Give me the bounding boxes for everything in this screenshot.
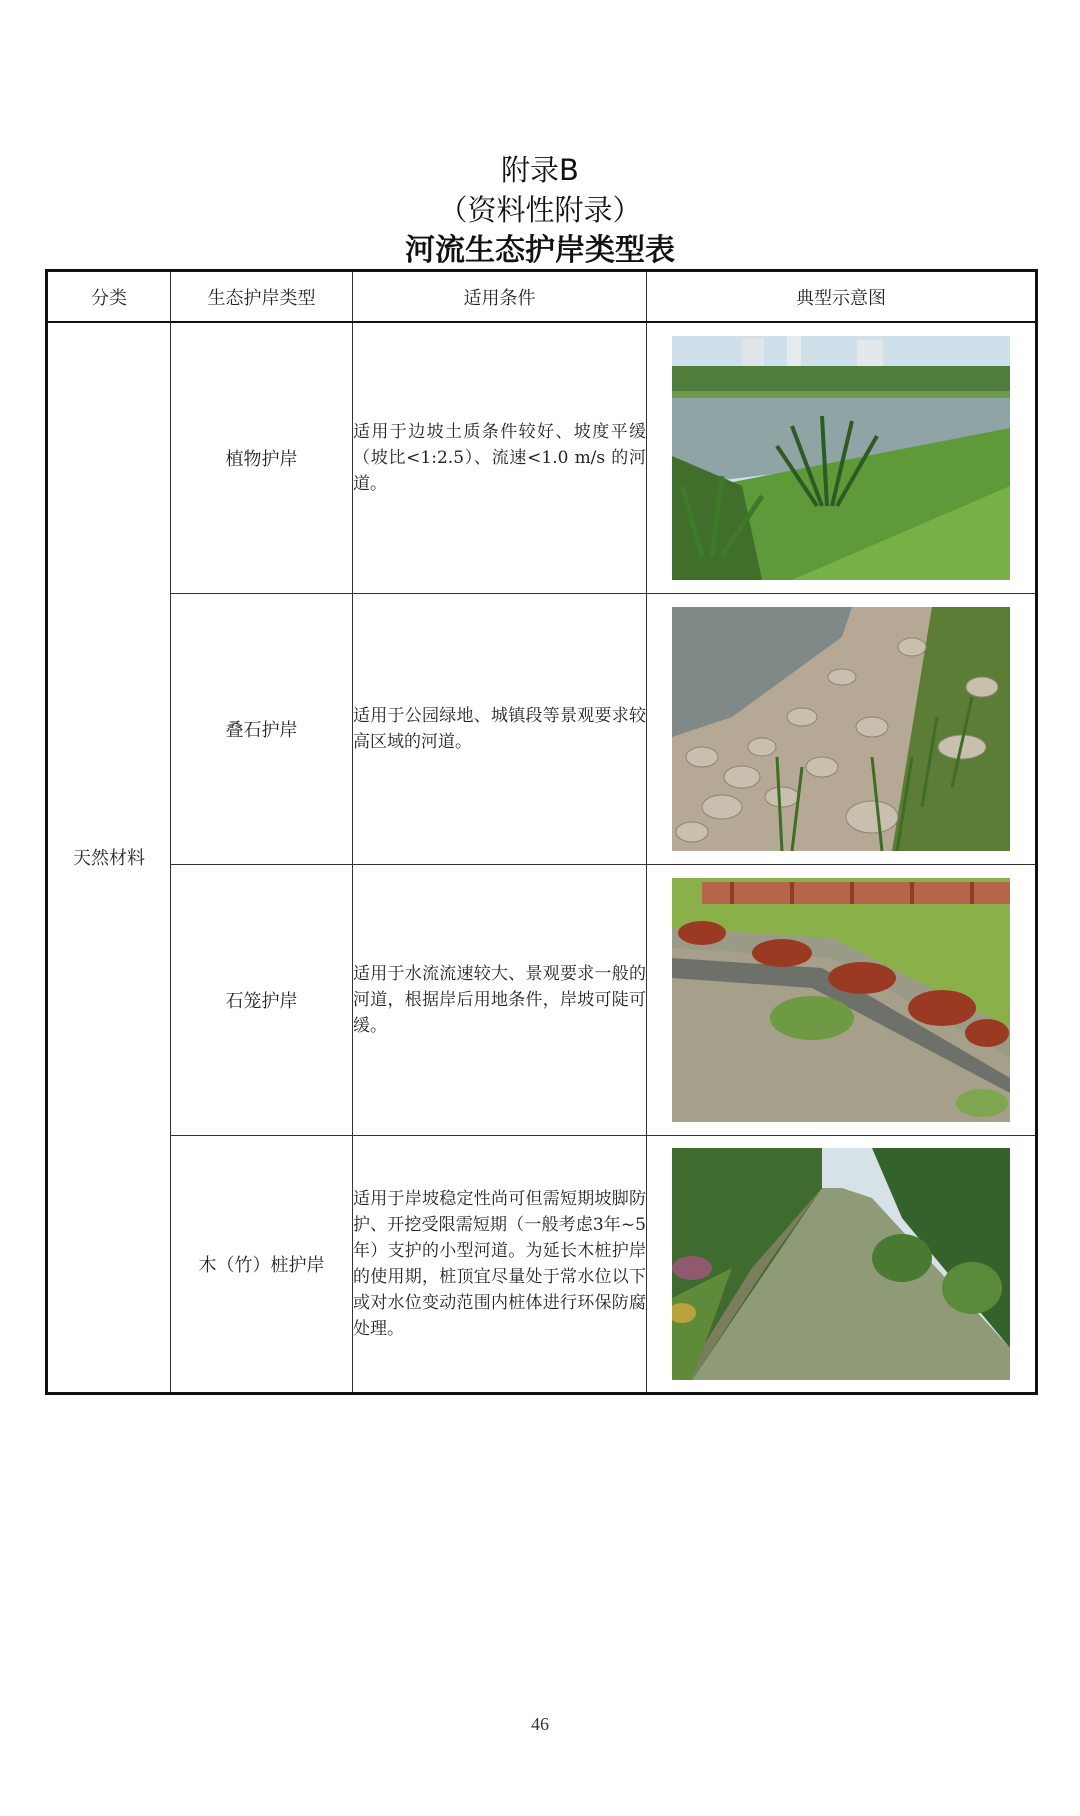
type-cell: 植物护岸 — [171, 322, 353, 593]
col-header-type: 生态护岸类型 — [171, 271, 353, 323]
diagram-cell — [647, 864, 1037, 1135]
title-block — [0, 150, 1080, 272]
condition-cell: 适用于边坡土质条件较好、坡度平缓（坡比<1:2.5）、流速<1.0 m/s 的河道。 — [353, 322, 647, 593]
col-header-diagram: 典型示意图 — [647, 271, 1037, 323]
type-cell: 叠石护岸 — [171, 593, 353, 864]
timber-pile-revetment-photo — [672, 1148, 1010, 1380]
type-cell: 木（竹）桩护岸 — [171, 1135, 353, 1393]
diagram-cell — [647, 593, 1037, 864]
table-row — [47, 864, 1037, 1135]
table-row — [47, 322, 1037, 593]
appendix-note: （资料性附录） — [438, 193, 642, 227]
stacked-stone-revetment-photo — [672, 607, 1010, 851]
table-title: 河流生态护岸类型表 — [405, 233, 675, 268]
col-header-category: 分类 — [47, 271, 171, 323]
category-cell: 天然材料 — [47, 322, 171, 1393]
type-cell: 石笼护岸 — [171, 864, 353, 1135]
plant-revetment-photo — [672, 336, 1010, 580]
condition-cell: 适用于公园绿地、城镇段等景观要求较高区域的河道。 — [353, 593, 647, 864]
table-row — [47, 593, 1037, 864]
page-number: 46 — [531, 1714, 549, 1734]
col-header-condition: 适用条件 — [353, 271, 647, 323]
gabion-revetment-photo — [672, 878, 1010, 1122]
table-row — [47, 1135, 1037, 1393]
diagram-cell — [647, 1135, 1037, 1393]
revetment-type-table — [45, 269, 1038, 1395]
appendix-label: 附录B — [501, 153, 579, 187]
condition-cell: 适用于岸坡稳定性尚可但需短期坡脚防护、开挖受限需短期（一般考虑3年~5年）支护的小型河道。为延长木桩护岸的使用期，桩顶宜尽量处于常水位以下或对水位变动范围内桩体进行环保防腐处理。 — [353, 1135, 647, 1393]
condition-cell: 适用于水流流速较大、景观要求一般的河道，根据岸后用地条件，岸坡可陡可缓。 — [353, 864, 647, 1135]
diagram-cell — [647, 322, 1037, 593]
table-header-row — [47, 271, 1037, 323]
